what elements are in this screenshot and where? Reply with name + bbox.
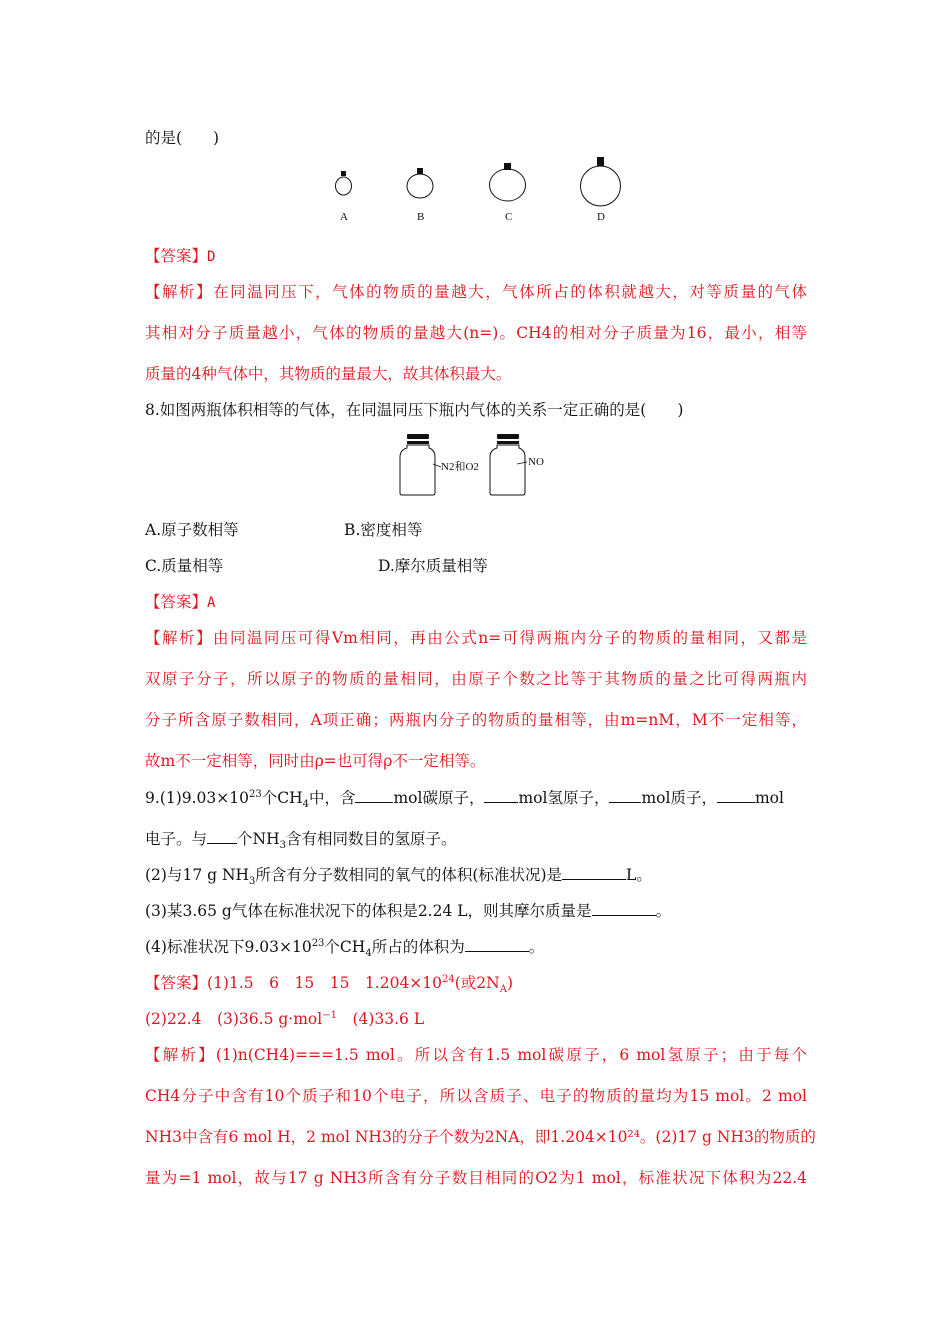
q9-answer-line-1: 【答案】(1)1.5 6 15 15 $1.204\times 10^{24}$(或$2N_A$): [145, 973, 514, 996]
q9-stem-line-1: $9.(1)9.03\times 10^{23}$个$CH_4$中，含 mol碳原子， mol氢原子， mol质子， mol: [145, 788, 784, 811]
q8-answer: [145, 592, 215, 613]
analysis-tag: 【解析】: [145, 1046, 216, 1064]
q7-analysis-line-2: 其相对分子质量越小，气体的物质的量越大(n=)。CH4的相对分子质量为16，最小，相等: [145, 324, 807, 342]
q9-analysis-line-4: 量为=1 mol，故与17 g NH3所含有分子数目相同的O2为1 mol，标准状况下体积为22.4: [145, 1169, 807, 1187]
balloon-label-a: A: [340, 211, 348, 223]
q8-option-c: C.质量相等: [145, 557, 224, 575]
balloon-label-c: C: [505, 211, 513, 223]
q7-analysis-line-1: 【解析】在同温同压下，气体的物质的量越大，气体所占的体积就越大，对等质量的气体: [145, 283, 807, 301]
answer-tag: 【答案】: [145, 593, 208, 611]
q9-analysis-line-2: CH4分子中含有10个质子和10个电子，所以含质子、电子的物质的量均为15 mol。2 mol: [145, 1087, 807, 1105]
blank-nh3-count[interactable]: [207, 829, 237, 844]
bottle-left: [400, 434, 479, 495]
balloon-d: [581, 157, 621, 206]
bottle-right-label: NO: [528, 456, 544, 468]
q8-analysis-line-1: 【解析】由同温同压可得Vm相同，再由公式n=可得两瓶内分子的物质的量相同，又都是: [145, 629, 807, 647]
blank-o2-volume[interactable]: [562, 865, 626, 880]
q9-answer-line-2: (2)22.4 (3)36.5 g·mol$^{-1}$ (4)33.6 L: [145, 1009, 425, 1028]
analysis-tag: 【解析】: [145, 283, 214, 301]
q7-stem-tail: 的是( ): [145, 129, 220, 147]
blank-electron[interactable]: [717, 788, 755, 803]
q8-analysis-line-3: 分子所含原子数相同，A项正确；两瓶内分子的物质的量相等，由m=nM，M不一定相等，: [145, 711, 807, 729]
q9-stem-line-2: 电子。与 个$NH_3$含有相同数目的氢原子。: [145, 830, 457, 852]
q8-stem: 8.如图两瓶体积相等的气体，在同温同压下瓶内气体的关系一定正确的是( ): [145, 401, 684, 419]
answer-tag: 【答案】: [145, 247, 208, 265]
balloon-b: [407, 168, 433, 198]
q8-analysis-line-2: 双原子分子，所以原子的物质的量相同，由原子个数之比等于其物质的量之比可得两瓶内: [145, 670, 807, 688]
blank-molar-mass[interactable]: [592, 901, 656, 916]
q9-sub-2: (2)与17 g $NH_3$所含有分子数相同的氧气的体积(标准状况)是 L。: [145, 866, 652, 888]
answer-tag: 【答案】: [145, 974, 208, 992]
balloon-label-d: D: [597, 211, 605, 223]
q7-answer: [145, 246, 215, 267]
q7-balloon-figure: [325, 155, 635, 227]
q8-bottles-figure: [395, 432, 565, 498]
q9-sub-3: (3)某3.65 g气体在标准状况下的体积是2.24 L，则其摩尔质量是 。: [145, 902, 672, 920]
balloon-a: [336, 171, 352, 195]
balloon-label-b: B: [417, 211, 425, 223]
bottle-right: [490, 434, 544, 495]
q7-analysis-line-3: 质量的4种气体中，其物质的量最大，故其体积最大。: [145, 365, 512, 383]
analysis-tag: 【解析】: [145, 629, 213, 647]
blank-carbon[interactable]: [355, 788, 393, 803]
blank-ch4-volume[interactable]: [465, 937, 529, 952]
q8-option-a: A.原子数相等: [145, 521, 239, 539]
q8-option-d: D.摩尔质量相等: [378, 557, 488, 575]
blank-hydrogen[interactable]: [484, 788, 518, 803]
blank-proton[interactable]: [609, 788, 641, 803]
balloon-c: [490, 163, 526, 201]
answer-value: A: [207, 595, 216, 611]
bottle-left-label: N2和O2: [441, 461, 479, 473]
q9-analysis-line-3: NH3中含有6 mol H，2 mol NH3的分子个数为2NA，即1.204×10²⁴。(2)17 g NH3的物质的: [145, 1128, 816, 1146]
answer-value: D: [207, 249, 216, 265]
q9-sub-4: (4)标准状况下$9.03\times 10^{23}$个$CH_4$所占的体积为 。: [145, 937, 545, 960]
q8-option-b: B.密度相等: [344, 521, 423, 539]
q8-analysis-line-4: 故m不一定相等，同时由ρ=也可得ρ不一定相等。: [145, 752, 486, 770]
q9-analysis-line-1: 【解析】(1)n(CH4)===1.5 mol。所以含有1.5 mol碳原子，6 mol氢原子；由于每个: [145, 1046, 807, 1064]
